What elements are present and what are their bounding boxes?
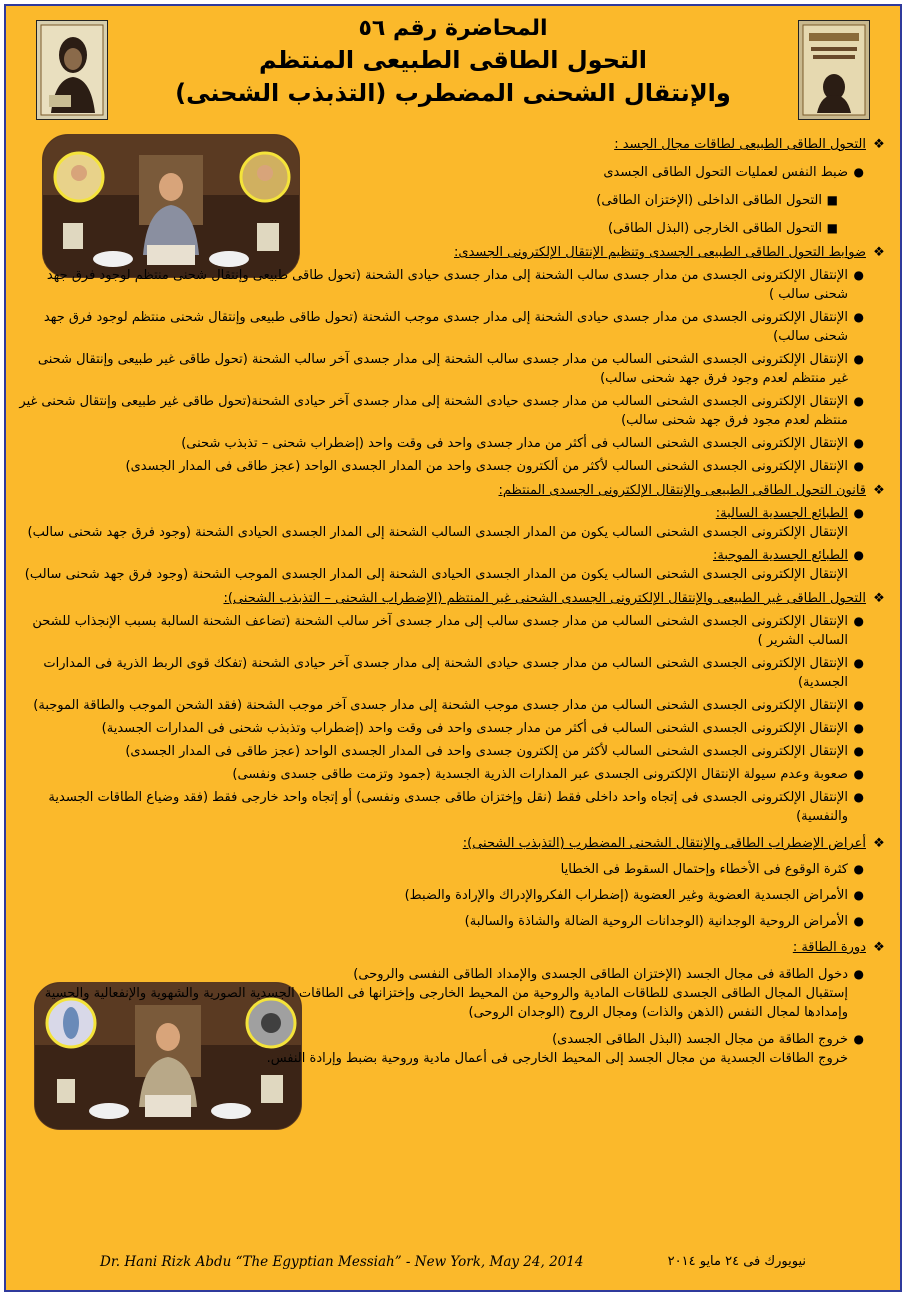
list-item-text: الإنتقال الإلكترونى الجسدى الشحنى السالب لأكثر من إلكترون جسدى واحد فى المدار الجسدى الواحد (عجز طاقى فى المدار الجسدى) (125, 744, 848, 759)
list-item (16, 742, 864, 761)
list-item (316, 886, 864, 905)
diamond-marker-icon: ❖ (873, 483, 885, 498)
bullet-icon: ● (853, 459, 864, 473)
page-footer (6, 1254, 900, 1278)
bullet-icon: ● (853, 744, 864, 758)
list-item-text: الإنتقال الإلكترونى الجسدى من مدار جسدى حيادى الشحنة إلى مدار جسدى موجب الشحنة (تحول طاقى طبيعى وإنتقال شحنى منتظم لوجود فرق جهد شحنى سالب) (43, 310, 848, 344)
section-4-title: التحول الطاقى غير الطبيعى والإنتقال الإلكترونى الجسدى الشحنى غير المنتظم (الإضطراب الشحنى – التذبذب الشحنى): (223, 591, 866, 606)
list-item (316, 191, 838, 210)
list-item (316, 163, 864, 182)
section-3-heading (16, 481, 886, 500)
section-4-heading (16, 589, 886, 608)
footer-date: نيويورك فى ٢٤ مايو ٢٠١٤ (667, 1254, 806, 1269)
list-item (316, 219, 838, 238)
list-item (16, 654, 864, 692)
bullet-icon: ● (853, 767, 864, 781)
list-item (16, 696, 864, 715)
section-1-heading (316, 135, 886, 154)
diamond-marker-icon: ❖ (873, 245, 885, 260)
list-item (16, 788, 864, 826)
list-item-text: الإنتقال الإلكترونى الجسدى الشحنى السالب يكون من المدار الجسدى الحيادى الشحنة إلى المدار الجسدى الموجب الشحنة (وجود فرق جهد شحنى سالب) (24, 567, 848, 582)
list-item-text: الإنتقال الإلكترونى الجسدى الشحنى السالب من مدار جسدى حيادى الشحنة إلى مدار جسدى آخر حيادى الشحنة (تفكك قوى الربط الذرية فى المدارات الجسدية) (43, 656, 848, 690)
section-1-title: التحول الطاقى الطبيعى لطاقات مجال الجسد : (614, 137, 866, 152)
section-3-title: قانون التحول الطاقى الطبيعى والإنتقال الإلكترونى الجسدى المنتظم: (498, 483, 866, 498)
bullet-icon: ● (853, 548, 864, 562)
list-item-text: الإنتقال الإلكترونى الجسدى فى إتجاه واحد داخلى فقط (نقل وإختزان طاقى جسدى ونفسى) أو إتجاه واحد خارجى فقط (فقد وضياع الطاقات الجسدية والنفسية) (48, 790, 848, 824)
list-item-text: الإنتقال الإلكترونى الجسدى من مدار جسدى سالب الشحنة إلى مدار جسدى حيادى الشحنة (تحول طاقى طبيعى وإنتقال شحنى منتظم لوجود فرق جهد شحنى سالب ) (46, 268, 848, 302)
bullet-icon: ● (853, 862, 864, 876)
bullet-icon: ● (853, 914, 864, 928)
list-item (16, 546, 864, 584)
list-item-text: الإنتقال الإلكترونى الجسدى الشحنى السالب من مدار جسدى موجب الشحنة إلى مدار جسدى آخر موجب الشحنة (فقد الشحن الموجب والطاقة الموجبة) (33, 698, 848, 713)
lecture-content (16, 130, 886, 1068)
lecture-title: التحول الطاقى الطبيعى المنتظم (258, 46, 648, 74)
bullet-icon: ● (853, 506, 864, 520)
list-item-text: التحول الطاقى الخارجى (البذل الطاقى) (607, 221, 822, 236)
bullet-icon: ● (853, 1032, 864, 1046)
list-item-title: الطبائع الجسدية السالبة: (715, 506, 848, 521)
list-item (316, 912, 864, 931)
list-item (16, 965, 864, 1022)
list-item (16, 392, 864, 430)
bullet-icon: ● (853, 656, 864, 670)
list-item-text: إستقبال المجال الطاقى الجسدى للطاقات المادية والروحية من المحيط الخارجى وإختزانها فى الطاقات الجسدية الصورية والشهوية والإنفعالية والحسية وإمدادها لمجال النفس (الذهن والذات) ومجال الروح (الوجدان الروحى) (44, 986, 848, 1020)
list-item-title: خروج الطاقة من مجال الجسد (البذل الطاقى الجسدى) (552, 1032, 848, 1047)
lecture-page (4, 4, 902, 1292)
list-item-text: الأمراض الروحية الوجدانية (الوجدانات الروحية الضالة والشاذة والسالبة) (464, 914, 848, 929)
list-item (16, 504, 864, 542)
list-item (16, 266, 864, 304)
bullet-icon: ● (853, 967, 864, 981)
list-item-text: الأمراض الجسدية العضوية وغير العضوية (إضطراب الفكروالإدراك والإرادة والضبط) (404, 888, 848, 903)
bullet-icon: ● (853, 268, 864, 282)
diamond-marker-icon: ❖ (873, 940, 885, 955)
section-2-title: ضوابط التحول الطاقى الطبيعى الجسدى وتنظيم الإنتقال الإلكترونى الجسدى: (454, 245, 866, 260)
bullet-icon: ● (853, 614, 864, 628)
list-item-text: الإنتقال الإلكترونى الجسدى الشحنى السالب يكون من المدار الجسدى السالب الشحنة إلى المدار الجسدى الحيادى الشحنة (وجود فرق جهد شحنى سالب) (27, 525, 848, 540)
list-item-text: الإنتقال الإلكترونى الجسدى الشحنى السالب فى أكثر من مدار جسدى واحد فى وقت واحد (إضطراب وتذبذب شحنى فى المدارات الجسدية) (101, 721, 848, 736)
list-item-text: الإنتقال الإلكترونى الجسدى الشحنى السالب من مدار جسدى سالب الشحنة إلى مدار جسدى آخر سالب الشحنة (تحول طاقى غير طبيعى وإنتقال شحنى غير منتظم لعدم وجود فرق جهد شحنى سالب) (37, 352, 848, 386)
bullet-icon: ● (853, 165, 864, 179)
bullet-icon: ● (853, 698, 864, 712)
author-signature: Dr. Hani Rizk Abdu “The Egyptian Messiah” - New York, May 24, 2014 (100, 1254, 584, 1270)
section-2-heading (16, 243, 886, 262)
lecture-header (6, 14, 900, 110)
bullet-icon: ● (853, 352, 864, 366)
bullet-icon: ● (853, 721, 864, 735)
list-item-text: الإنتقال الإلكترونى الجسدى الشحنى السالب من مدار جسدى سالب إلى مدار جسدى آخر سالب الشحنة (تضاعف الشحنة السالبة بسبب الإنجذاب للشحن السالب الشرير ) (32, 614, 848, 648)
bullet-icon: ● (853, 310, 864, 324)
list-item (16, 308, 864, 346)
bullet-icon: ● (853, 888, 864, 902)
list-item-text: ضبط النفس لعمليات التحول الطاقى الجسدى (603, 165, 848, 180)
list-item-title: الطبائع الجسدية الموجبة: (712, 548, 848, 563)
section-6-title: دورة الطاقة : (792, 940, 866, 955)
list-item (16, 434, 864, 453)
section-5-title: أعراض الإضطراب الطاقى والإنتقال الشحنى المضطرب (التذبذب الشحنى): (462, 836, 866, 851)
list-item (316, 860, 864, 879)
list-item-text: الإنتقال الإلكترونى الجسدى الشحنى السالب فى أكثر من مدار جسدى واحد فى وقت واحد (إضطراب شحنى – تذبذب شحنى) (181, 436, 848, 451)
lecture-number: المحاضرة رقم ٥٦ (358, 16, 548, 41)
diamond-marker-icon: ❖ (873, 137, 885, 152)
bullet-icon: ● (853, 436, 864, 450)
list-item (16, 719, 864, 738)
list-item (16, 612, 864, 650)
section-5-heading (316, 834, 886, 853)
list-item (16, 457, 864, 476)
list-item (16, 350, 864, 388)
lecture-subtitle: والإنتقال الشحنى المضطرب (التذبذب الشحنى) (175, 79, 731, 107)
list-item (16, 765, 864, 784)
list-item-text: كثرة الوقوع فى الأخطاء وإحتمال السقوط فى الخطايا (560, 862, 848, 877)
bullet-icon: ● (853, 394, 864, 408)
list-item (16, 1030, 864, 1068)
section-6-heading (316, 938, 886, 957)
square-bullet-icon: ■ (826, 221, 838, 235)
list-item-title: دخول الطاقة فى مجال الجسد (الإختزان الطاقى الجسدى والإمداد الطاقى النفسى والروحى) (353, 967, 848, 982)
list-item-text: الإنتقال الإلكترونى الجسدى الشحنى السالب من مدار جسدى حيادى الشحنة إلى مدار جسدى آخر حيادى الشحنة(تحول طاقى غير طبيعى وإنتقال شحنى غير منتظم لعدم مجود فرق جهد شحنى سالب) (19, 394, 848, 428)
list-item-text: التحول الطاقى الداخلى (الإختزان الطاقى) (596, 193, 822, 208)
list-item-text: خروج الطاقات الجسدية من مجال الجسد إلى المحيط الخارجى فى أعمال مادية وروحية بضبط وإرادة النفس. (266, 1051, 848, 1066)
bullet-icon: ● (853, 790, 864, 804)
list-item-text: صعوبة وعدم سيولة الإنتقال الإلكترونى الجسدى عبر المدارات الذرية الجسدية (جمود وتزمت طاقى جسدى ونفسى) (232, 767, 848, 782)
list-item-text: الإنتقال الإلكترونى الجسدى الشحنى السالب لأكثر من ألكترون جسدى واحد من المدار الجسدى الواحد (عجز طاقى فى المدار الجسدى) (125, 459, 848, 474)
diamond-marker-icon: ❖ (873, 836, 885, 851)
square-bullet-icon: ■ (826, 193, 838, 207)
diamond-marker-icon: ❖ (873, 591, 885, 606)
